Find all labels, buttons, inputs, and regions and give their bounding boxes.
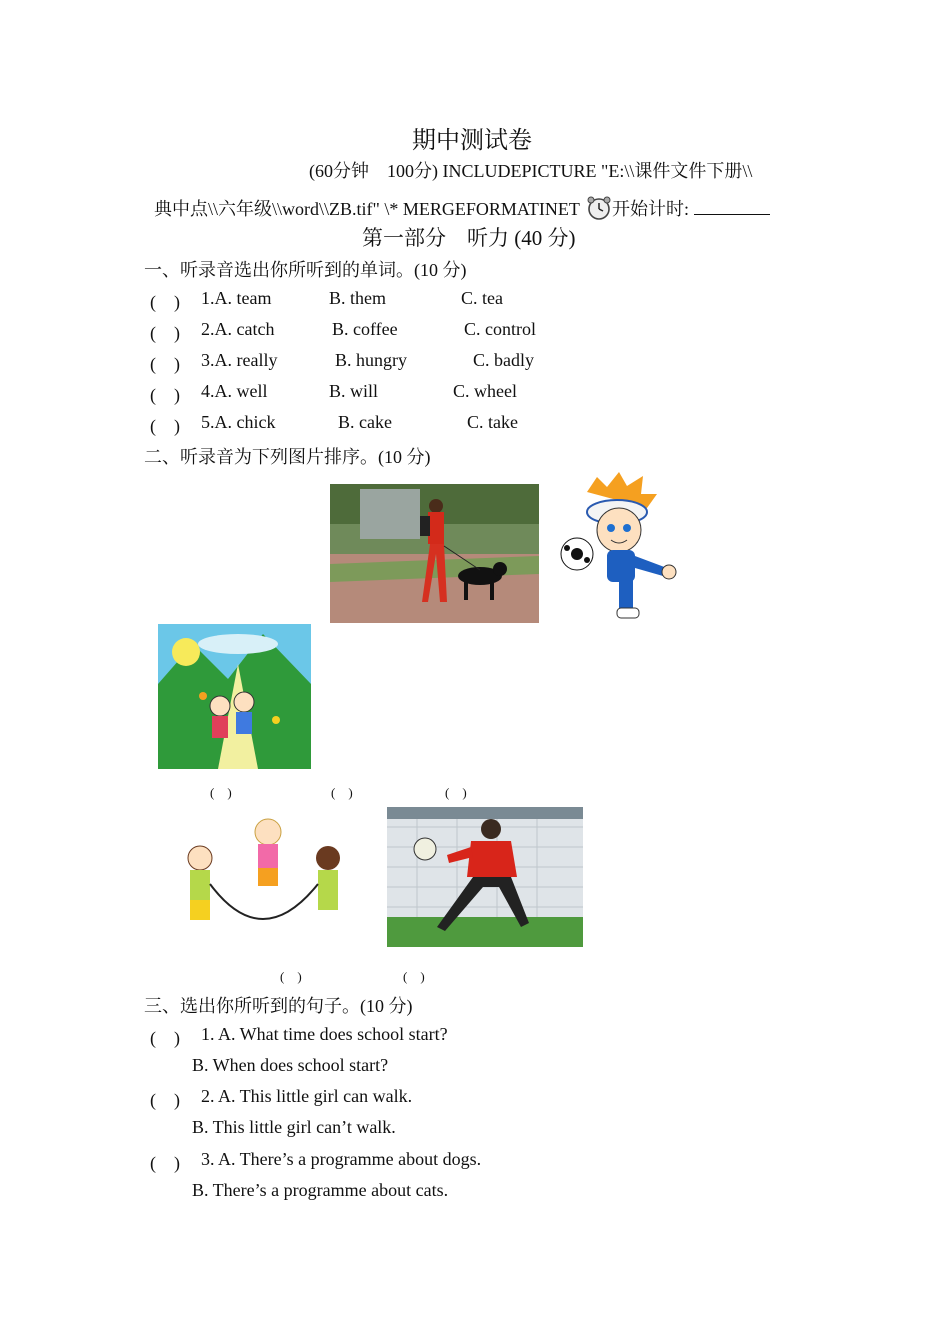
- section1-heading: 一、听录音选出你所听到的单词。(10 分): [144, 260, 467, 280]
- answer-paren[interactable]: ( ): [150, 1153, 180, 1173]
- option-b: B. them: [329, 288, 386, 308]
- picture-order-paren[interactable]: ( ): [331, 785, 353, 800]
- option-c: C. control: [464, 319, 536, 339]
- picture-order-paren[interactable]: ( ): [210, 785, 232, 800]
- option-a: 1.A. team: [201, 288, 272, 308]
- option-a: 4.A. well: [201, 381, 268, 401]
- answer-paren[interactable]: ( ): [150, 292, 180, 312]
- goalkeeper-photo: [387, 807, 583, 947]
- option-b: B. hungry: [335, 350, 407, 370]
- sentence-option-b: B. When does school start?: [192, 1055, 389, 1075]
- option-b: B. will: [329, 381, 379, 401]
- section3-heading: 三、选出你所听到的句子。(10 分): [144, 996, 413, 1016]
- sentence-option-a: 1. A. What time does school start?: [201, 1024, 448, 1044]
- alarm-clock-icon: [586, 195, 612, 221]
- timer-label: 开始计时:: [612, 199, 690, 219]
- meta-line-2-row: [154, 195, 770, 221]
- part1-title: 第一部分 听力 (40 分): [362, 226, 576, 250]
- meta-line-1: (60分钟 100分) INCLUDEPICTURE "E:\\课件文件下册\\: [309, 161, 753, 181]
- sentence-option-a: 3. A. There’s a programme about dogs.: [201, 1149, 482, 1169]
- answer-paren[interactable]: ( ): [150, 323, 180, 343]
- option-a: 5.A. chick: [201, 412, 276, 432]
- picture-order-paren[interactable]: ( ): [280, 969, 302, 984]
- answer-paren[interactable]: ( ): [150, 354, 180, 374]
- boy-kicking-football-cartoon: [557, 472, 681, 624]
- man-walking-dog-photo: [330, 484, 539, 623]
- sentence-option-a: 2. A. This little girl can walk.: [201, 1086, 413, 1106]
- option-c: C. wheel: [453, 381, 517, 401]
- sentence-option-b: B. There’s a programme about cats.: [192, 1180, 449, 1200]
- picture-order-paren[interactable]: ( ): [445, 785, 467, 800]
- option-c: C. take: [467, 412, 518, 432]
- girls-skipping-rope-cartoon: [182, 814, 345, 942]
- option-c: C. tea: [461, 288, 503, 308]
- timer-blank[interactable]: [694, 198, 770, 215]
- picture-order-paren[interactable]: ( ): [403, 969, 425, 984]
- page-title: 期中测试卷: [412, 128, 532, 154]
- option-c: C. badly: [473, 350, 534, 370]
- option-a: 2.A. catch: [201, 319, 275, 339]
- option-a: 3.A. really: [201, 350, 278, 370]
- option-b: B. coffee: [332, 319, 398, 339]
- answer-paren[interactable]: ( ): [150, 416, 180, 436]
- children-walking-in-hills-cartoon: [158, 624, 311, 769]
- sentence-option-b: B. This little girl can’t walk.: [192, 1117, 396, 1137]
- answer-paren[interactable]: ( ): [150, 1090, 180, 1110]
- option-b: B. cake: [338, 412, 392, 432]
- answer-paren[interactable]: ( ): [150, 1028, 180, 1048]
- answer-paren[interactable]: ( ): [150, 385, 180, 405]
- meta-line-2: 典中点\\六年级\\word\\ZB.tif" \* MERGEFORMATINET: [154, 199, 580, 219]
- section2-heading: 二、听录音为下列图片排序。(10 分): [144, 447, 431, 467]
